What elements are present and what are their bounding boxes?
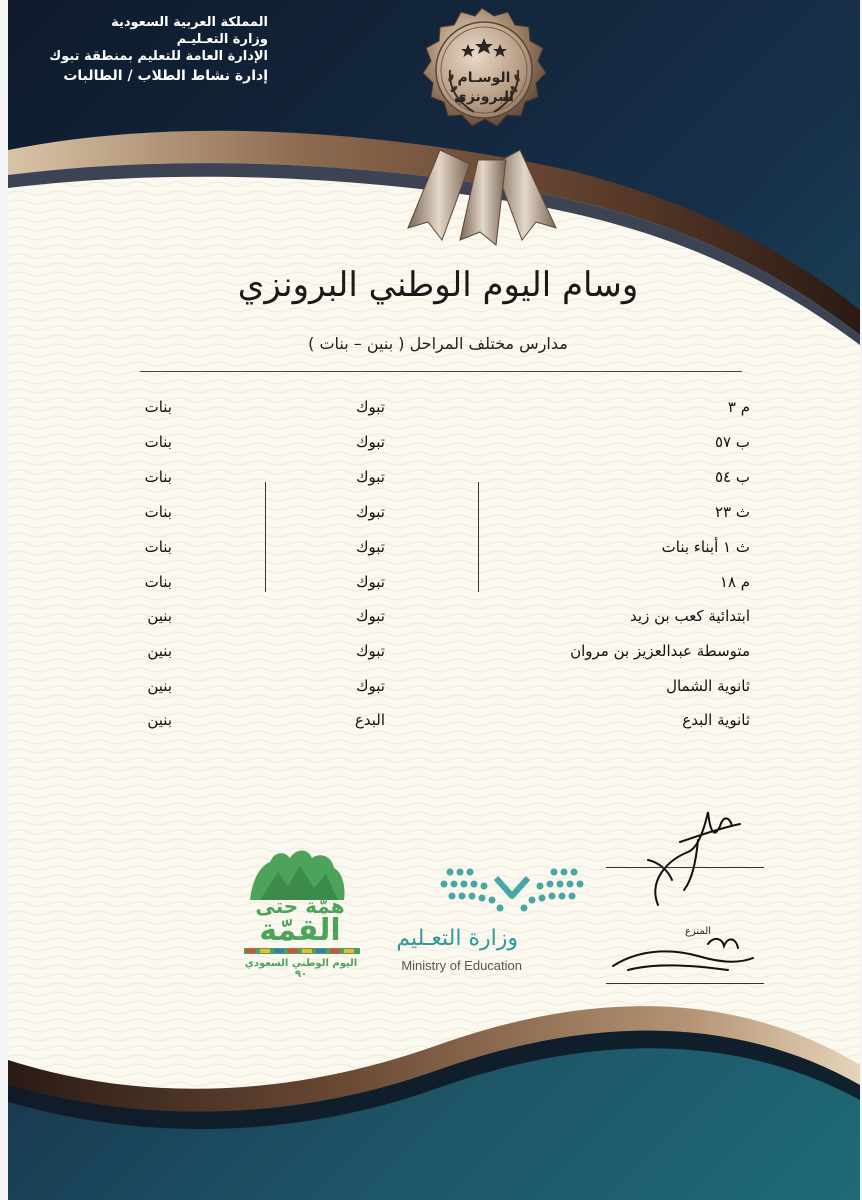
school-name: ثانوية البدع (682, 711, 750, 729)
school-city: تبوك (356, 538, 385, 556)
signature-line (606, 867, 764, 868)
school-type: بنات (144, 398, 172, 416)
school-type: بنات (144, 573, 172, 591)
list-item (8, 573, 860, 607)
school-city: تبوك (356, 503, 385, 521)
school-city: تبوك (356, 573, 385, 591)
school-city: تبوك (356, 677, 385, 695)
school-name: متوسطة عبدالعزيز بن مروان (570, 642, 750, 660)
signature-caption: المنزع (684, 926, 712, 937)
school-type: بنات (144, 538, 172, 556)
directorate-name: الإدارة العامة للتعليم بمنطقة تبوك (49, 49, 268, 64)
ministry-name: وزارة التعـليـم (176, 32, 268, 47)
school-name: ابتدائية كعب بن زيد (630, 607, 750, 625)
list-item (8, 398, 860, 432)
certificate-page (8, 0, 860, 1200)
title-divider (140, 371, 742, 372)
column-divider (478, 482, 479, 592)
school-name: ثانوية الشمال (666, 677, 750, 695)
school-type: بنين (147, 607, 172, 625)
school-city: تبوك (356, 607, 385, 625)
slogan-line3: اليوم الوطني السعودي ٩٠ (244, 958, 358, 980)
school-type: بنات (144, 468, 172, 486)
issuer-header (18, 14, 268, 87)
ministry-logo-english: Ministry of Education (401, 958, 522, 973)
certificate-title: وسام اليوم الوطني البرونزي (237, 265, 639, 305)
school-name: ث ١ أبناء بنات (661, 538, 750, 556)
school-city: تبوك (356, 398, 385, 416)
school-type: بنين (147, 677, 172, 695)
school-name: ب ٥٤ (714, 468, 750, 486)
school-city: تبوك (356, 468, 385, 486)
ministry-logo-arabic: وزارة التعـليم (396, 926, 518, 951)
school-type: بنين (147, 642, 172, 660)
school-city: تبوك (356, 433, 385, 451)
list-item (8, 433, 860, 467)
school-city: تبوك (356, 642, 385, 660)
signature-line (606, 983, 764, 984)
school-name: ب ٥٧ (714, 433, 750, 451)
list-item (8, 711, 860, 745)
list-item (8, 607, 860, 641)
list-item (8, 468, 860, 502)
school-name: م ٣ (727, 398, 750, 416)
certificate-subtitle: مدارس مختلف المراحل ( بنين – بنات ) (308, 334, 568, 353)
department-name: إدارة نشاط الطلاب / الطالبات (63, 68, 268, 84)
kingdom-name: المملكة العربية السعودية (111, 15, 268, 30)
slogan-line2: القمّة (259, 913, 341, 948)
bronze-medal-icon (423, 8, 546, 126)
medal-line2: البرونزي (454, 89, 514, 105)
list-item (8, 642, 860, 676)
school-type: بنات (144, 433, 172, 451)
column-divider (265, 482, 266, 592)
school-city: البدع (354, 711, 385, 729)
slogan-line1: همّة حتى (255, 894, 345, 918)
medal-line1: الوسـام (457, 70, 511, 86)
list-item (8, 503, 860, 537)
list-item (8, 677, 860, 711)
school-name: م ١٨ (719, 573, 750, 591)
school-type: بنين (147, 711, 172, 729)
list-item (8, 538, 860, 572)
school-name: ث ٢٣ (714, 503, 750, 521)
school-type: بنات (144, 503, 172, 521)
